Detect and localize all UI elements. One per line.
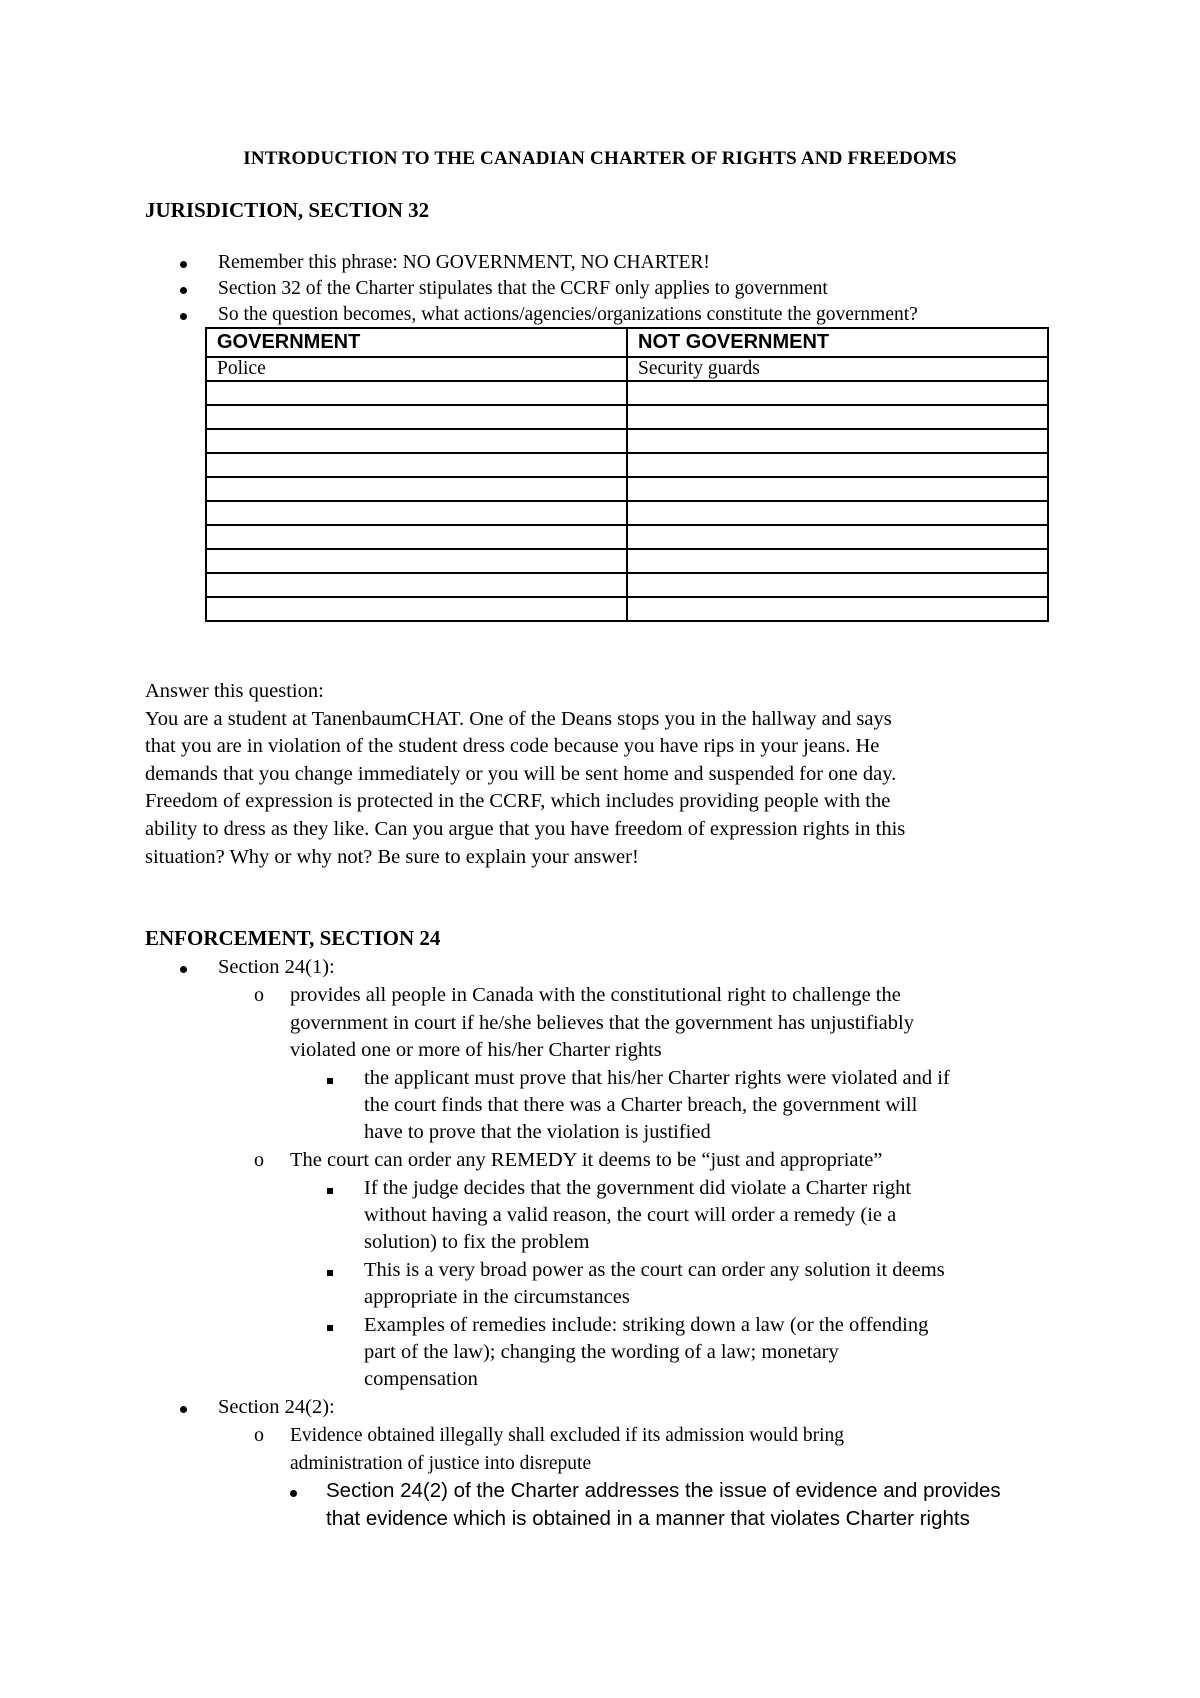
detail-line: the applicant must prove that his/her Charter rights were violated and if — [364, 1067, 950, 1089]
detail-line: If the judge decides that the government did violate a Charter right — [364, 1177, 912, 1199]
question-intro: Answer this question: — [145, 680, 324, 702]
table-cell — [627, 381, 1048, 405]
section-24-1-label: Section 24(1): — [218, 956, 335, 978]
table-cell — [627, 453, 1048, 477]
question-line: ability to dress as they like. Can you argue that you have freedom of expression rights in this — [145, 817, 906, 840]
detail-line: part of the law); changing the wording of a law; monetary — [364, 1341, 839, 1363]
table-cell — [206, 549, 627, 573]
table-cell — [206, 405, 627, 429]
table-cell — [627, 477, 1048, 501]
bullet-text: Remember this phrase: NO GOVERNMENT, NO CHARTER! — [218, 252, 710, 273]
detail-line: Section 24(2) of the Charter addresses the issue of evidence and provides — [326, 1479, 1001, 1502]
bullet-dot-icon — [290, 1477, 297, 1505]
table-cell: Police — [206, 357, 627, 381]
question-block — [145, 678, 1065, 871]
table-row — [206, 597, 1048, 621]
detail-line: Examples of remedies include: striking down a law (or the offending — [364, 1314, 929, 1336]
question-line: situation? Why or why not? Be sure to explain your answer! — [145, 845, 639, 868]
table-row — [206, 525, 1048, 549]
question-line: that you are in violation of the student dress code because you have rips in your jeans. He — [145, 735, 880, 758]
sub-line: provides all people in Canada with the constitutional right to challenge the — [290, 984, 901, 1006]
detail-line: the court finds that there was a Charter breach, the government will — [364, 1094, 918, 1116]
detail-line: appropriate in the circumstances — [364, 1286, 630, 1308]
table-row — [206, 573, 1048, 597]
table-cell — [627, 573, 1048, 597]
table-header-row — [206, 328, 1048, 357]
circle-bullet-icon: o — [254, 984, 264, 1006]
document-title: INTRODUCTION TO THE CANADIAN CHARTER OF RIGHTS AND FREEDOMS — [243, 148, 957, 169]
bullet-text: So the question becomes, what actions/agencies/organizations constitute the government? — [218, 304, 918, 325]
table-row — [206, 501, 1048, 525]
table-cell — [627, 525, 1048, 549]
table-cell — [206, 525, 627, 549]
detail-line: compensation — [364, 1368, 478, 1390]
question-line: You are a student at TanenbaumCHAT. One of the Deans stops you in the hallway and says — [145, 707, 892, 730]
section-24-2-label: Section 24(2): — [218, 1396, 335, 1418]
table-cell — [206, 429, 627, 453]
table-row — [206, 453, 1048, 477]
table-cell — [206, 501, 627, 525]
table-cell — [627, 549, 1048, 573]
table-cell — [206, 573, 627, 597]
sub-line: The court can order any REMEDY it deems to be “just and appropriate” — [290, 1149, 883, 1171]
table-row — [206, 405, 1048, 429]
government-table — [205, 327, 1049, 622]
table-cell — [206, 597, 627, 621]
table-header-government: GOVERNMENT — [206, 328, 627, 357]
table-cell: Security guards — [627, 357, 1048, 381]
bullet-dot-icon — [180, 954, 187, 982]
table-cell — [206, 453, 627, 477]
sub-line: Evidence obtained illegally shall excluded if its admission would bring — [290, 1425, 845, 1446]
table-cell — [206, 381, 627, 405]
detail-line: This is a very broad power as the court can order any solution it deems — [364, 1259, 945, 1281]
table-row — [206, 477, 1048, 501]
table-cell — [627, 597, 1048, 621]
sub-line: administration of justice into disrepute — [290, 1453, 592, 1474]
detail-line: without having a valid reason, the court will order a remedy (ie a — [364, 1204, 897, 1226]
circle-bullet-icon: o — [254, 1149, 264, 1171]
table-cell — [627, 429, 1048, 453]
table-cell — [206, 477, 627, 501]
sub-line: government in court if he/she believes that the government has unjustifiably — [290, 1012, 914, 1034]
table-row — [206, 549, 1048, 573]
table-header-not-government: NOT GOVERNMENT — [627, 328, 1048, 357]
bullet-dot-icon — [180, 276, 206, 302]
detail-line: have to prove that the violation is justified — [364, 1121, 711, 1143]
square-bullet-icon — [327, 1257, 333, 1285]
sub-line: violated one or more of his/her Charter rights — [290, 1039, 662, 1061]
question-line: demands that you change immediately or you will be sent home and suspended for one day. — [145, 762, 897, 785]
bullet-dot-icon — [180, 302, 206, 328]
bullet-text: Section 32 of the Charter stipulates that the CCRF only applies to government — [218, 278, 828, 299]
jurisdiction-heading: JURISDICTION, SECTION 32 — [145, 198, 430, 222]
detail-line: solution) to fix the problem — [364, 1231, 590, 1253]
table-cell — [627, 501, 1048, 525]
square-bullet-icon — [327, 1175, 333, 1203]
table-row — [206, 357, 1048, 381]
bullet-dot-icon — [180, 250, 206, 276]
square-bullet-icon — [327, 1065, 333, 1093]
square-bullet-icon — [327, 1312, 333, 1340]
circle-bullet-icon: o — [254, 1424, 264, 1446]
enforcement-heading: ENFORCEMENT, SECTION 24 — [145, 926, 441, 950]
detail-line: that evidence which is obtained in a manner that violates Charter rights — [326, 1507, 970, 1530]
question-line: Freedom of expression is protected in the CCRF, which includes providing people with the — [145, 790, 891, 813]
bullet-dot-icon — [180, 1394, 187, 1422]
table-row — [206, 429, 1048, 453]
table-row — [206, 381, 1048, 405]
table-cell — [627, 405, 1048, 429]
